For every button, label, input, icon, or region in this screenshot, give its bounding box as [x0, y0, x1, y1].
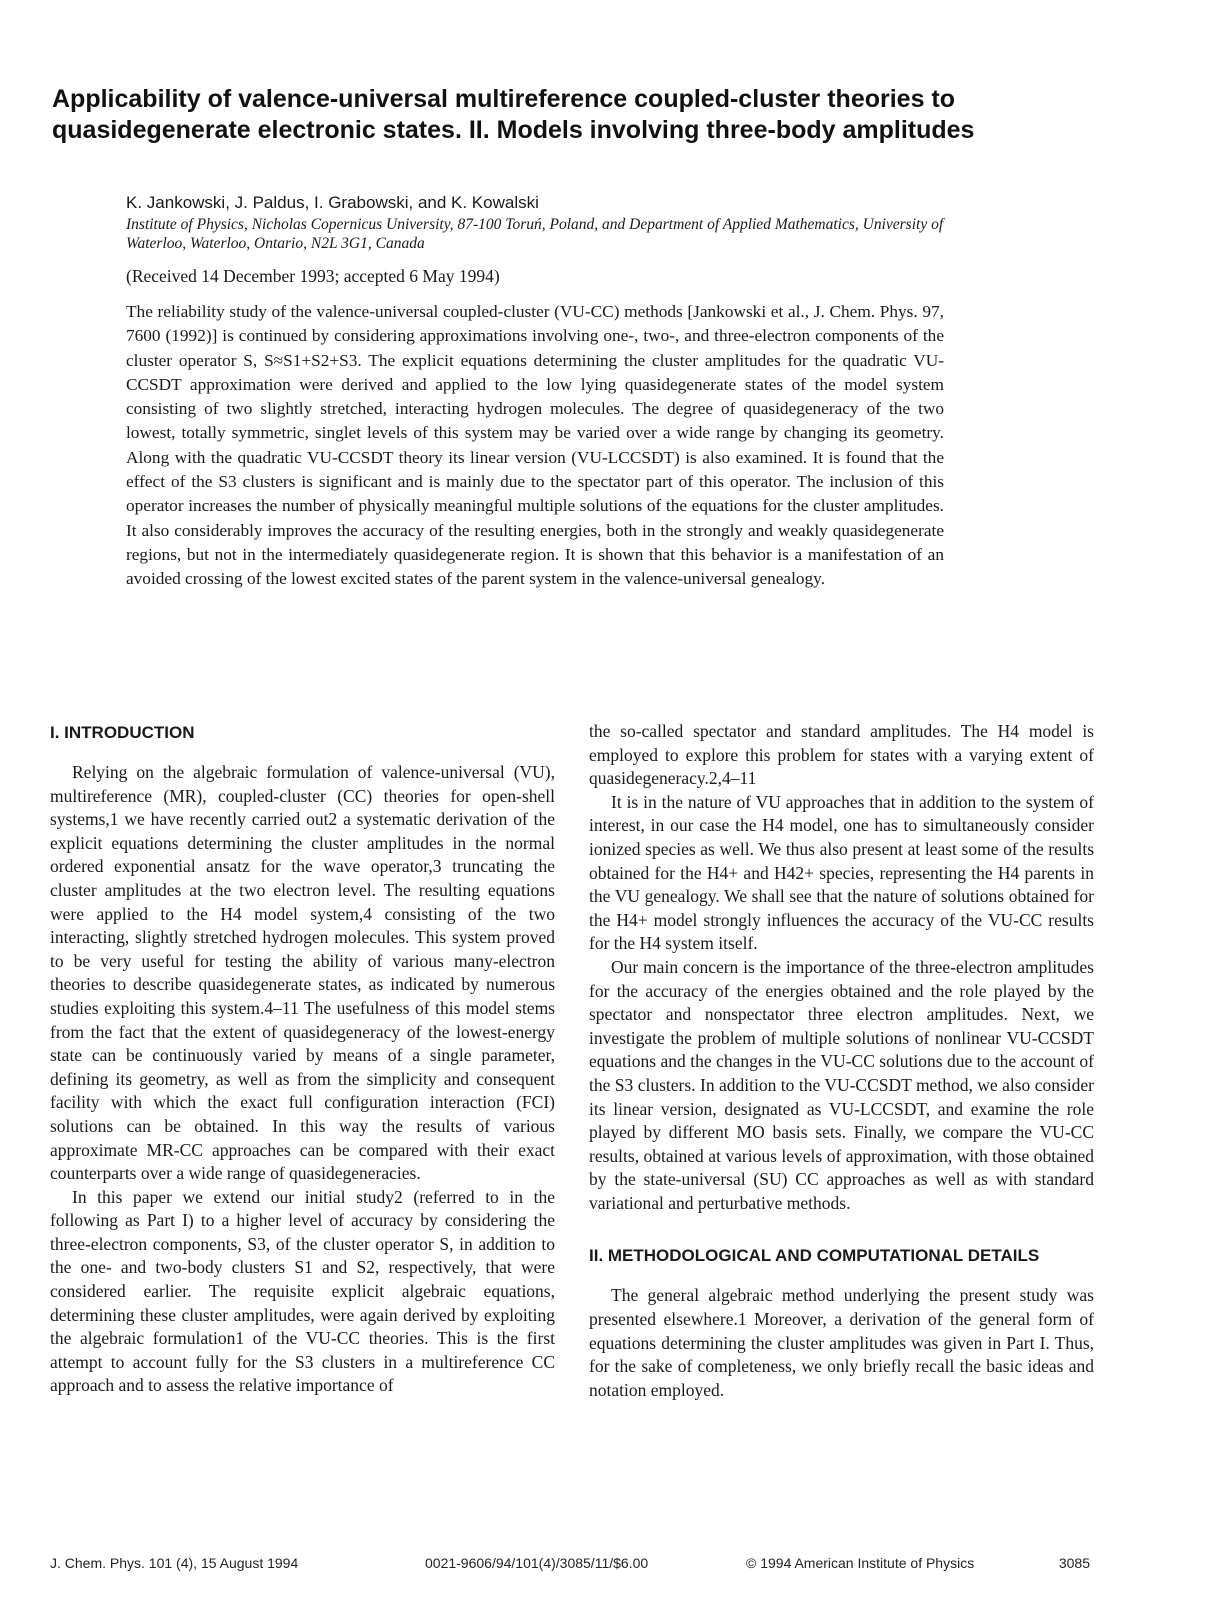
page-number: 3085 [1058, 1555, 1090, 1571]
paragraph: Our main concern is the importance of the three-electron amplitudes for the accuracy of the energies obtained and the role played by the spectator and nonspectator three electron amplitudes. Next, we investigate the problem of multiple solutions of nonlinear VU-CCSDT equations and the changes in the VU-CC solutions due to the account of the S3 clusters. In addition to the VU-CCSDT method, we also consider its linear version, designated as VU-LCCSDT, and examine the role played by different MO basis sets. Finally, we compare the VU-CC results, obtained at various levels of approximation, with those obtained by the state-universal (SU) CC approaches as well as with standard variational and perturbative methods. [589, 956, 1094, 1213]
article-title: Applicability of valence-universal multireference coupled-cluster theories to quasidegenerate electronic states. II. Models involving three-body amplitudes [52, 85, 975, 144]
section-heading-methods: II. METHODOLOGICAL AND COMPUTATIONAL DETAILS [589, 1246, 1040, 1266]
right-column [589, 720, 1094, 1402]
section-heading-introduction: I. INTRODUCTION [50, 723, 195, 742]
abstract: The reliability study of the valence-universal coupled-cluster (VU-CC) methods [Jankowski et al., J. Chem. Phys. 97, 7600 (1992)] is continued by considering approximations involving one-, two-, and three-electron components of the cluster operator S, S≈S1+S2+S3. The explicit equations determining the cluster amplitudes for the quadratic VU-CCSDT approximation were derived and applied to the low lying quasidegenerate states of the model system consisting of two slightly stretched, interacting hydrogen molecules. The degree of quasidegeneracy of the two lowest, totally symmetric, singlet levels of this system may be varied over a wide range by changing its geometry. Along with the quadratic VU-CCSDT theory its linear version (VU-LCCSDT) is also examined. It is found that the effect of the S3 clusters is significant and is mainly due to the spectator part of this operator. The inclusion of this operator increases the number of physically meaningful multiple solutions of the equations for the cluster amplitudes. It also considerably improves the accuracy of the resulting energies, both in the strongly and weakly quasidegenerate regions, but not in the intermediately quasidegenerate region. It is shown that this behavior is a manifestation of an avoided crossing of the lowest excited states of the parent system in the valence-universal genealogy. [126, 302, 944, 589]
footer-code: 0021-9606/94/101(4)/3085/11/$6.00 [425, 1555, 649, 1571]
footer-journal: J. Chem. Phys. 101 (4), 15 August 1994 [50, 1555, 299, 1571]
author-list: K. Jankowski, J. Paldus, I. Grabowski, and K. Kowalski [126, 193, 539, 212]
affiliation: Institute of Physics, Nicholas Copernicus University, 87-100 Toruń, Poland, and Department of Applied Mathematics, University of Waterloo, Waterloo, Ontario, N2L 3G1, Canada [126, 216, 944, 252]
page-footer [50, 1555, 1090, 1575]
section-gap [589, 1215, 1094, 1243]
received-dates: (Received 14 December 1993; accepted 6 May 1994) [126, 266, 500, 286]
paragraph: the so-called spectator and standard amplitudes. The H4 model is employed to explore this problem for states with a varying extent of quasidegeneracy.2,4–11 [589, 721, 1094, 789]
paragraph: Relying on the algebraic formulation of valence-universal (VU), multireference (MR), coupled-cluster (CC) theories for open-shell systems,1 we have recently carried out2 a systematic derivation of the explicit equations determining the cluster amplitudes in the normal ordered exponential ansatz for the wave operator,3 truncating the cluster amplitudes at the two electron level. The resulting equations were applied to the H4 model system,4 consisting of the two interacting, slightly stretched hydrogen molecules. This system proved to be very useful for testing the ability of various many-electron theories to describe quasidegenerate states, as indicated by numerous studies exploiting this system.4–11 The usefulness of this model stems from the fact that the extent of quasidegeneracy of the lowest-energy state can be continuously varied by means of a single parameter, defining its geometry, as well as from the simplicity and consequent facility with which the exact full configuration interaction (FCI) solutions can be obtained. In this way the results of various approximate MR-CC approaches can be compared with their exact counterparts over a wide range of quasidegeneracies. [50, 762, 555, 1184]
paragraph: In this paper we extend our initial study2 (referred to in the following as Part I) to a higher level of accuracy by considering the three-electron components, S3, of the cluster operator S, in addition to the one- and two-body clusters S1 and S2, respectively, that were considered earlier. The requisite explicit algebraic equations, determining these cluster amplitudes, were again derived by exploiting the algebraic formulation1 of the VU-CC theories. This is the first attempt to account fully for the S3 clusters in a multireference CC approach and to assess the relative importance of [50, 1186, 555, 1396]
left-column [50, 720, 555, 1398]
footer-copyright: © 1994 American Institute of Physics [746, 1555, 975, 1571]
paragraph: It is in the nature of VU approaches that in addition to the system of interest, in our case the H4 model, one has to simultaneously consider ionized species as well. We thus also present at least some of the results obtained for the H4+ and H42+ species, representing the H4 parents in the VU genealogy. We shall see that the nature of solutions obtained for the H4+ model strongly influences the accuracy of the VU-CC results for the H4 system itself. [589, 791, 1094, 954]
paragraph: The general algebraic method underlying the present study was presented elsewhere.1 Moreover, a derivation of the general form of equations determining the cluster amplitudes was given in Part I. Thus, for the sake of completeness, we only briefly recall the basic ideas and notation employed. [589, 1285, 1094, 1400]
